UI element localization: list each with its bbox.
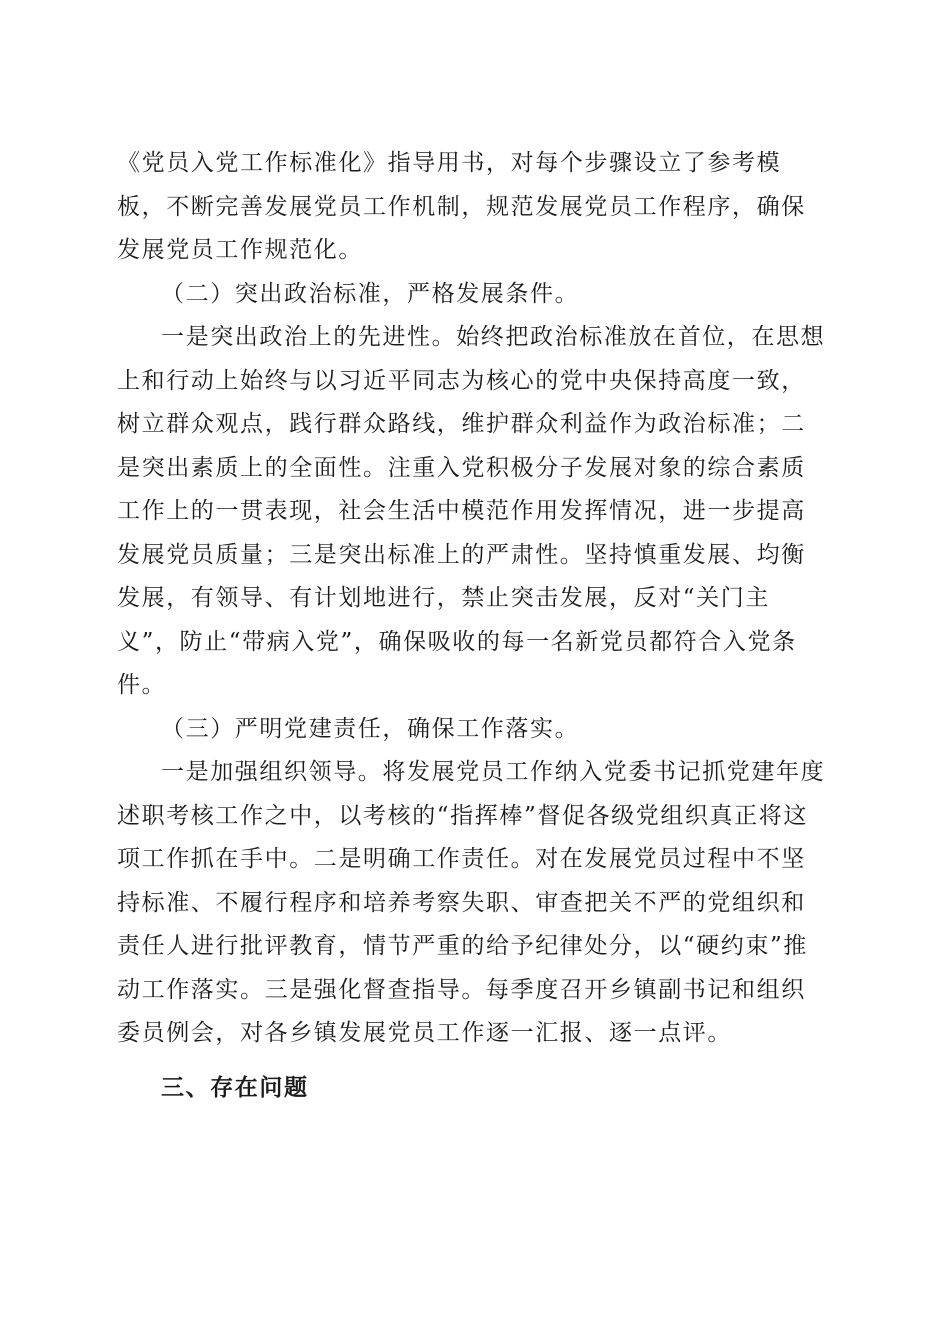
document-body: [117, 142, 829, 1109]
heading-text: （三）严明党建责任，确保工作落实。: [161, 715, 580, 742]
paragraph-political-standard: [117, 316, 829, 708]
section-heading-problems: [117, 1066, 829, 1110]
heading-political-standard: [117, 273, 829, 317]
section-heading-text: 三、存在问题: [161, 1073, 309, 1101]
paragraph-text: 《党员入党工作标准化》指导用书，对每个步骤设立了参考模板，不断完善发展党员工作机制，规范发展党员工作程序，确保发展党员工作规范化。: [117, 150, 806, 263]
paragraph-standardization: [117, 142, 829, 273]
heading-text: （二）突出政治标准，严格发展条件。: [161, 280, 580, 307]
paragraph-party-responsibility: [117, 751, 829, 1056]
heading-party-responsibility: [117, 708, 829, 752]
paragraph-text: 将发展党员工作纳入党委书记抓党建年度述职考核工作之中，以考核的“指挥棒”督促各级党组织真正将这项工作抓在手中。二是明确工作责任。对在发展党员过程中不坚持标准、不履行程序和培养考察失职、审查把关不严的党组织和责任人进行批评教育，情节严重的给予纪律处分，以“硬约束”推动工作落实。三是强化督查指导。每季度召开乡镇副书记和组织委员例会，对各乡镇发展党员工作逐一汇报、逐一点评。: [117, 759, 826, 1046]
paragraph-text: 始终把政治标准放在首位，在思想上和行动上始终与以习近平同志为核心的党中央保持高度一致，树立群众观点，践行群众路线，维护群众利益作为政治标准；二是突出素质上的全面性。注重入党积极分子发展对象的综合素质工作上的一贯表现，社会生活中模范作用发挥情况，进一步提高发展党员质量；三是突出标准上的严肃性。坚持慎重发展、均衡发展，有领导、有计划地进行，禁止突击发展，反对“关门主义”，防止“带病入党”，确保吸收的每一名新党员都符合入党条件。: [117, 324, 826, 698]
paragraph-lead: 一是加强组织领导。: [161, 759, 383, 785]
paragraph-lead: 一是突出政治上的先进性。: [161, 324, 457, 350]
